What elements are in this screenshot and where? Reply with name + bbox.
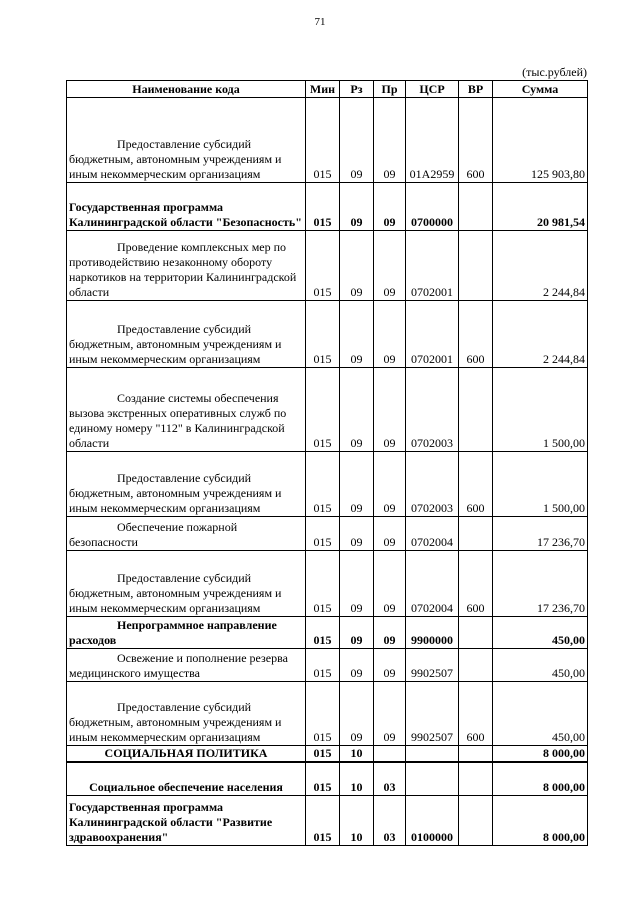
table-row [67, 517, 588, 551]
row-min: 015 [306, 649, 340, 682]
row-pr: 09 [374, 98, 406, 183]
table-row [67, 551, 588, 617]
table-row [67, 762, 588, 795]
row-vr: 600 [459, 682, 493, 746]
table-row [67, 795, 588, 845]
row-pr [374, 746, 406, 763]
row-rz: 10 [340, 746, 374, 763]
row-rz: 09 [340, 452, 374, 517]
row-vr [459, 517, 493, 551]
row-vr: 600 [459, 551, 493, 617]
row-min: 015 [306, 301, 340, 368]
row-csr [406, 746, 459, 763]
row-name: Освежение и пополнение резерва медицинского имущества [67, 649, 306, 682]
table-row [67, 617, 588, 649]
column-header-name: Наименование кода [67, 81, 306, 98]
row-vr [459, 649, 493, 682]
row-vr [459, 746, 493, 763]
column-header-min: Мин [306, 81, 340, 98]
row-name: Предоставление субсидий бюджетным, автономным учреждениям и иным некоммерческим организациям [67, 551, 306, 617]
row-rz: 09 [340, 617, 374, 649]
row-name: Проведение комплексных мер по противодействию незаконному обороту наркотиков на территории Калининградской области [67, 231, 306, 301]
row-pr: 09 [374, 368, 406, 452]
column-header-csr: ЦСР [406, 81, 459, 98]
row-sum: 8 000,00 [493, 746, 588, 763]
column-header-rz: Рз [340, 81, 374, 98]
row-rz: 10 [340, 795, 374, 845]
table-row [67, 98, 588, 183]
row-pr: 09 [374, 551, 406, 617]
column-header-sum: Сумма [493, 81, 588, 98]
row-pr: 09 [374, 452, 406, 517]
table-row [67, 682, 588, 746]
table-row [67, 301, 588, 368]
row-vr [459, 795, 493, 845]
row-rz: 09 [340, 301, 374, 368]
table-header-row [67, 81, 588, 98]
row-csr: 0700000 [406, 183, 459, 231]
units-label: (тыс.рублей) [522, 65, 587, 79]
row-vr [459, 762, 493, 795]
row-min: 015 [306, 682, 340, 746]
row-csr: 0100000 [406, 795, 459, 845]
table-row [67, 746, 588, 763]
row-min: 015 [306, 795, 340, 845]
row-min: 015 [306, 617, 340, 649]
row-pr: 09 [374, 183, 406, 231]
row-vr [459, 231, 493, 301]
row-min: 015 [306, 231, 340, 301]
row-name: Предоставление субсидий бюджетным, автономным учреждениям и иным некоммерческим организациям [67, 301, 306, 368]
row-sum: 450,00 [493, 649, 588, 682]
row-csr: 9900000 [406, 617, 459, 649]
row-csr: 9902507 [406, 682, 459, 746]
row-min: 015 [306, 517, 340, 551]
row-rz: 09 [340, 649, 374, 682]
row-vr: 600 [459, 98, 493, 183]
row-pr: 09 [374, 649, 406, 682]
table-row [67, 452, 588, 517]
row-pr: 09 [374, 517, 406, 551]
row-sum: 8 000,00 [493, 795, 588, 845]
column-header-vr: ВР [459, 81, 493, 98]
row-pr: 03 [374, 762, 406, 795]
row-csr: 0702003 [406, 452, 459, 517]
row-csr [406, 762, 459, 795]
row-sum: 17 236,70 [493, 551, 588, 617]
row-sum: 8 000,00 [493, 762, 588, 795]
row-name: Обеспечение пожарной безопасности [67, 517, 306, 551]
row-name: Государственная программа Калининградской области "Развитие здравоохранения" [67, 795, 306, 845]
row-vr: 600 [459, 452, 493, 517]
row-sum: 1 500,00 [493, 452, 588, 517]
row-rz: 10 [340, 762, 374, 795]
row-csr: 9902507 [406, 649, 459, 682]
table-row [67, 649, 588, 682]
row-name: Государственная программа Калининградской области "Безопасность" [67, 183, 306, 231]
row-sum: 2 244,84 [493, 301, 588, 368]
row-name: Социальное обеспечение населения [67, 762, 306, 795]
row-csr: 01А2959 [406, 98, 459, 183]
table-row [67, 231, 588, 301]
column-header-pr: Пр [374, 81, 406, 98]
row-vr: 600 [459, 301, 493, 368]
row-rz: 09 [340, 231, 374, 301]
row-min: 015 [306, 98, 340, 183]
row-pr: 09 [374, 231, 406, 301]
row-min: 015 [306, 762, 340, 795]
row-vr [459, 183, 493, 231]
row-name: Создание системы обеспечения вызова экстренных оперативных служб по единому номеру "112" в Калининградской области [67, 368, 306, 452]
row-csr: 0702003 [406, 368, 459, 452]
row-vr [459, 368, 493, 452]
row-pr: 09 [374, 301, 406, 368]
row-rz: 09 [340, 183, 374, 231]
row-name: Предоставление субсидий бюджетным, автономным учреждениям и иным некоммерческим организациям [67, 682, 306, 746]
row-rz: 09 [340, 682, 374, 746]
row-name: Предоставление субсидий бюджетным, автономным учреждениям и иным некоммерческим организациям [67, 98, 306, 183]
row-min: 015 [306, 551, 340, 617]
row-csr: 0702001 [406, 231, 459, 301]
row-min: 015 [306, 183, 340, 231]
row-rz: 09 [340, 98, 374, 183]
budget-table [66, 80, 588, 846]
row-min: 015 [306, 746, 340, 763]
row-csr: 0702004 [406, 517, 459, 551]
table-row [67, 368, 588, 452]
row-sum: 1 500,00 [493, 368, 588, 452]
row-pr: 09 [374, 682, 406, 746]
row-csr: 0702004 [406, 551, 459, 617]
row-min: 015 [306, 452, 340, 517]
row-rz: 09 [340, 368, 374, 452]
row-rz: 09 [340, 551, 374, 617]
row-sum: 450,00 [493, 682, 588, 746]
row-name: СОЦИАЛЬНАЯ ПОЛИТИКА [67, 746, 306, 763]
row-name: Предоставление субсидий бюджетным, автономным учреждениям и иным некоммерческим организациям [67, 452, 306, 517]
row-name: Непрограммное направление расходов [67, 617, 306, 649]
row-sum: 2 244,84 [493, 231, 588, 301]
row-vr [459, 617, 493, 649]
table-row [67, 183, 588, 231]
row-sum: 20 981,54 [493, 183, 588, 231]
row-min: 015 [306, 368, 340, 452]
row-csr: 0702001 [406, 301, 459, 368]
row-sum: 125 903,80 [493, 98, 588, 183]
row-sum: 17 236,70 [493, 517, 588, 551]
page-number: 71 [314, 16, 326, 28]
row-sum: 450,00 [493, 617, 588, 649]
row-pr: 03 [374, 795, 406, 845]
row-pr: 09 [374, 617, 406, 649]
row-rz: 09 [340, 517, 374, 551]
